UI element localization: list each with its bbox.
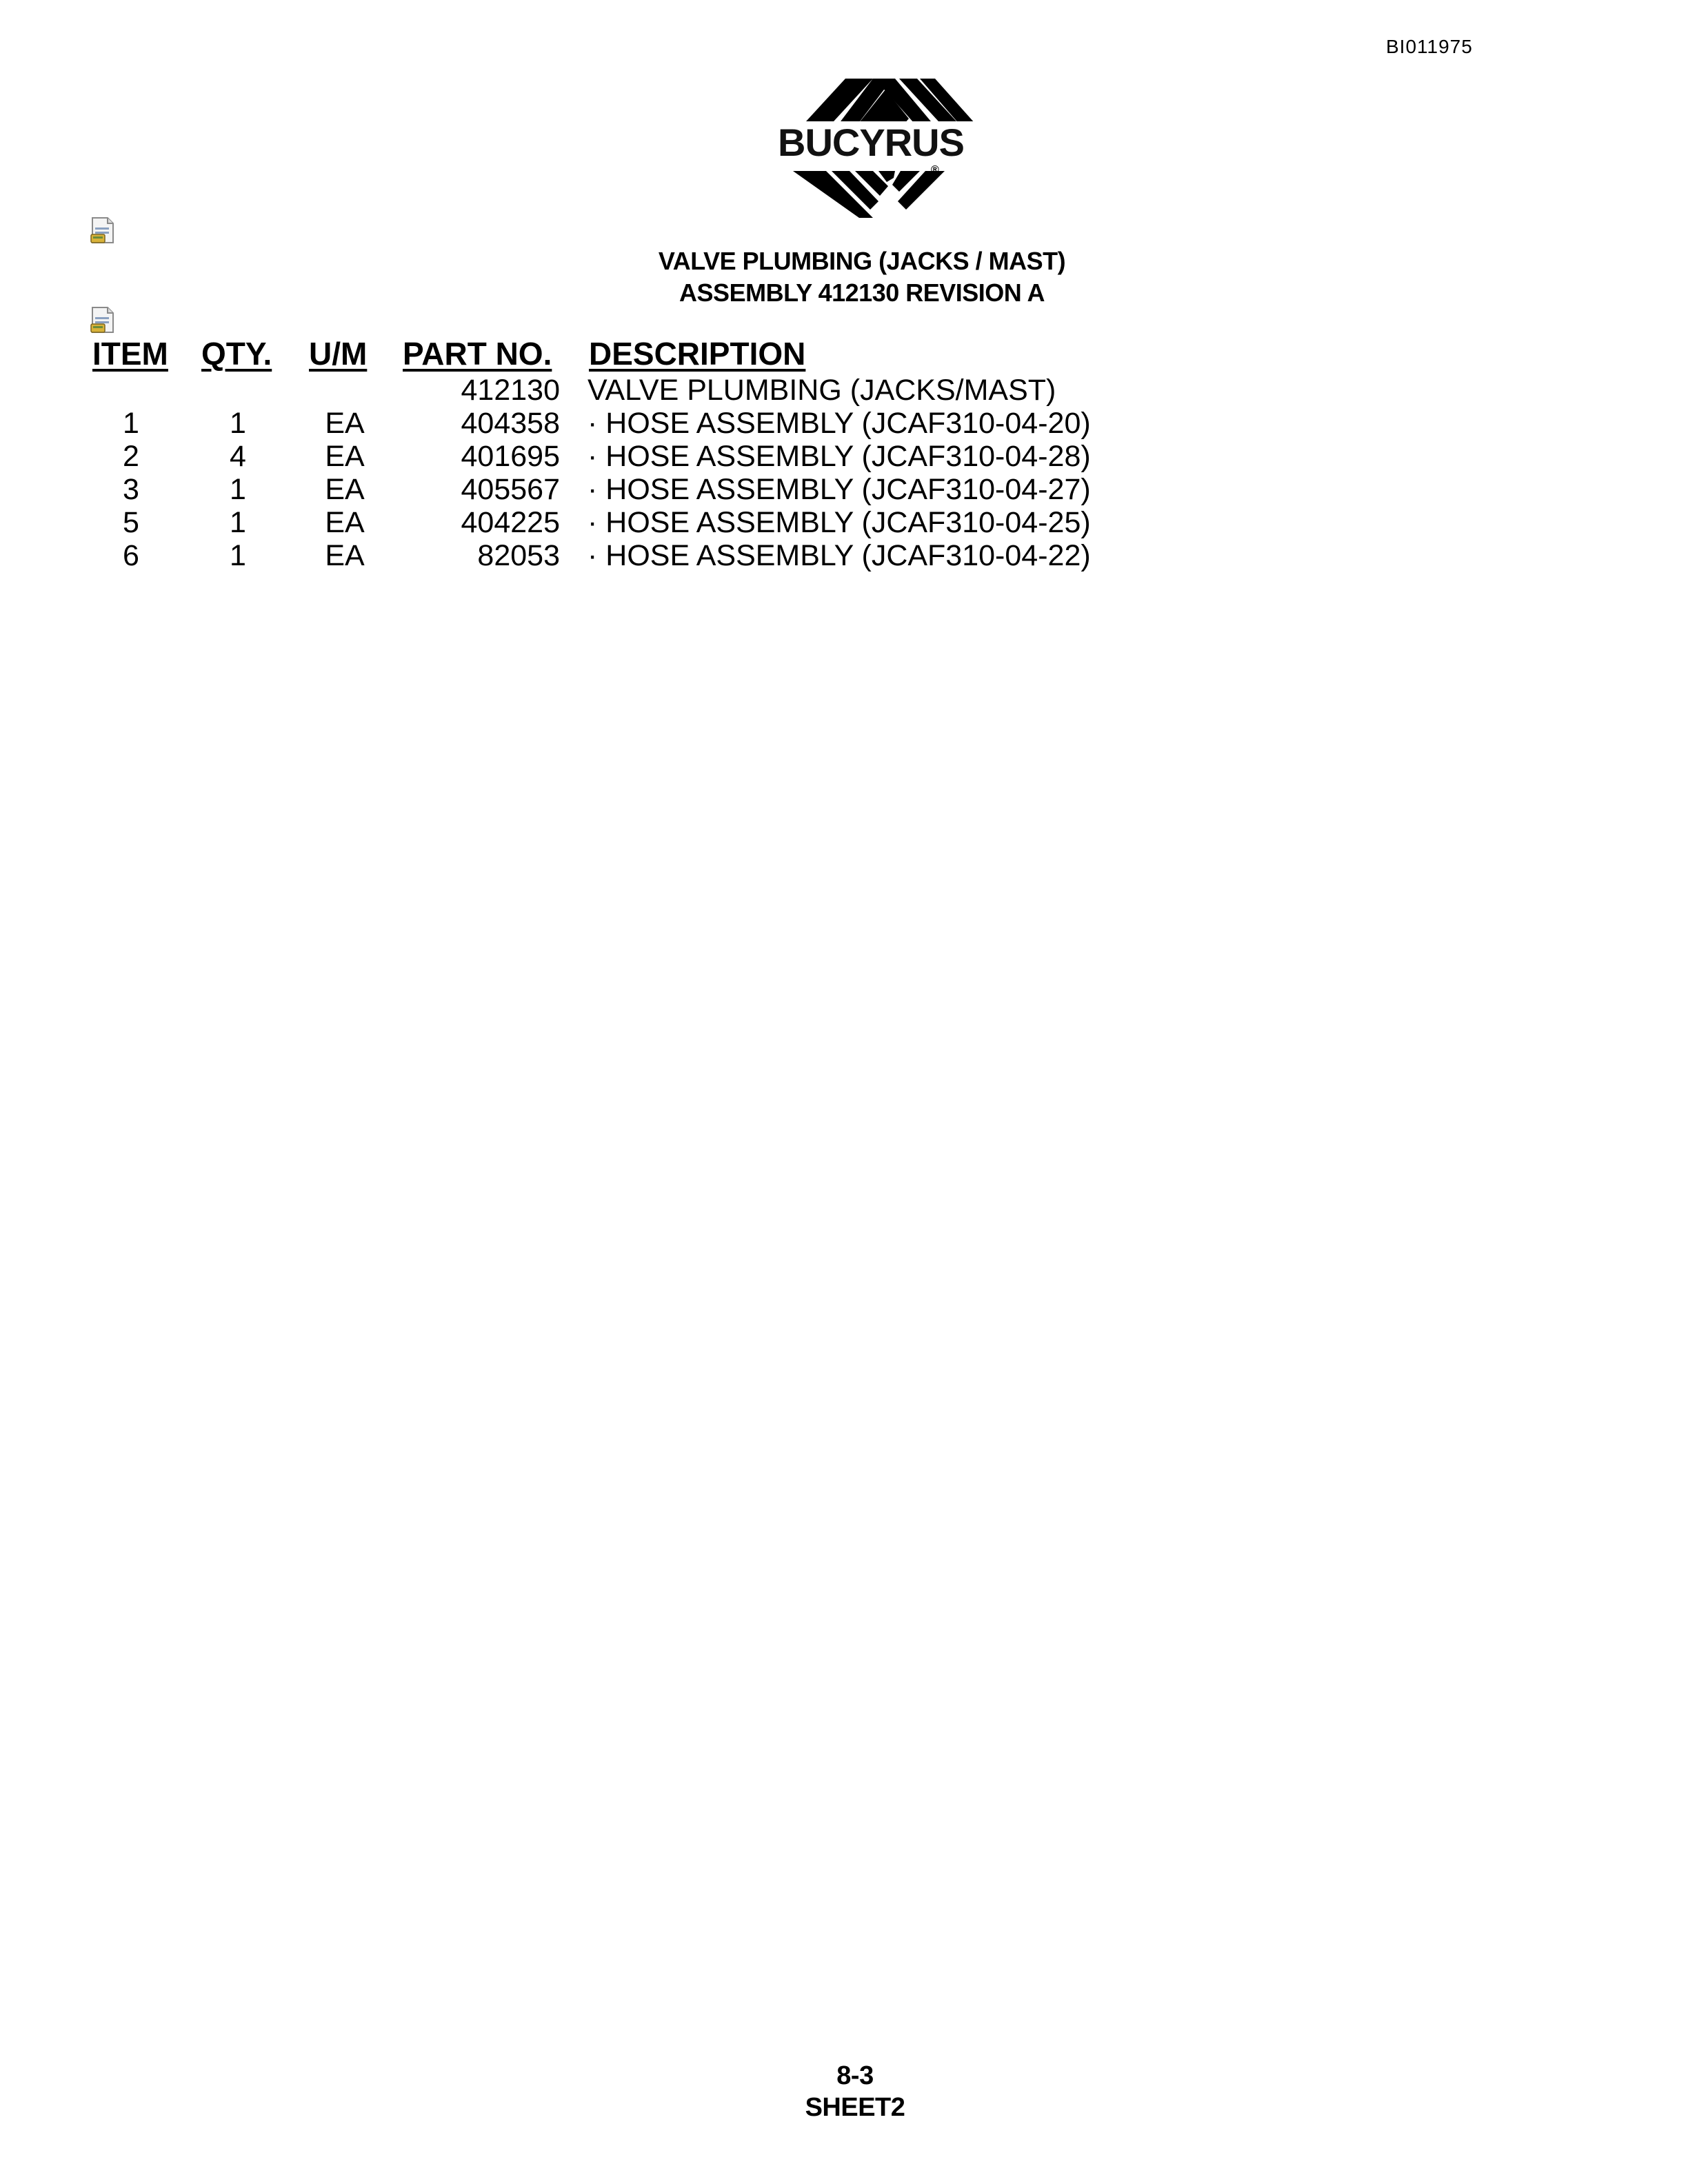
description: · HOSE ASSEMBLY (JCAF310-04-27) xyxy=(587,473,1091,506)
registered-mark: ® xyxy=(931,164,939,176)
sheet-label: SHEET2 xyxy=(805,2093,905,2122)
description: · HOSE ASSEMBLY (JCAF310-04-22) xyxy=(587,539,1091,572)
description: · HOSE ASSEMBLY (JCAF310-04-20) xyxy=(587,407,1091,440)
item-number: 1 xyxy=(123,407,139,440)
quantity: 4 xyxy=(230,440,246,473)
part-number: 412130 xyxy=(461,374,560,407)
part-number: 404358 xyxy=(461,407,560,440)
unit-of-measure: EA xyxy=(325,440,365,473)
item-number: 5 xyxy=(123,506,139,539)
document-id: BI011975 xyxy=(1386,36,1473,57)
part-number: 82053 xyxy=(477,539,560,572)
unit-of-measure: EA xyxy=(325,506,365,539)
assembly-subtitle: ASSEMBLY 412130 REVISION A xyxy=(679,279,1045,307)
unit-of-measure: EA xyxy=(325,473,365,506)
part-number: 401695 xyxy=(461,440,560,473)
page-number: 8-3 xyxy=(836,2061,874,2090)
logo-wordmark: BUCYRUS xyxy=(757,121,985,164)
description: · HOSE ASSEMBLY (JCAF310-04-28) xyxy=(587,440,1091,473)
quantity: 1 xyxy=(230,506,246,539)
part-number: 404225 xyxy=(461,506,560,539)
bucyrus-logo xyxy=(757,74,992,219)
part-number: 405567 xyxy=(461,473,560,506)
quantity: 1 xyxy=(230,539,246,572)
quantity: 1 xyxy=(230,473,246,506)
attachment-document-icon[interactable] xyxy=(90,216,116,245)
description: · HOSE ASSEMBLY (JCAF310-04-25) xyxy=(587,506,1091,539)
quantity: 1 xyxy=(230,407,246,440)
assembly-title: VALVE PLUMBING (JACKS / MAST) xyxy=(658,247,1066,275)
unit-of-measure: EA xyxy=(325,539,365,572)
item-number: 2 xyxy=(123,440,139,473)
header-um: U/M xyxy=(309,336,368,372)
header-qty: QTY. xyxy=(201,336,272,372)
item-number: 3 xyxy=(123,473,139,506)
item-number: 6 xyxy=(123,539,139,572)
unit-of-measure: EA xyxy=(325,407,365,440)
header-part-no: PART NO. xyxy=(403,336,552,372)
description: VALVE PLUMBING (JACKS/MAST) xyxy=(587,374,1056,407)
attachment-document-icon[interactable] xyxy=(90,306,116,335)
header-description: DESCRIPTION xyxy=(589,336,806,372)
header-item: ITEM xyxy=(92,336,168,372)
